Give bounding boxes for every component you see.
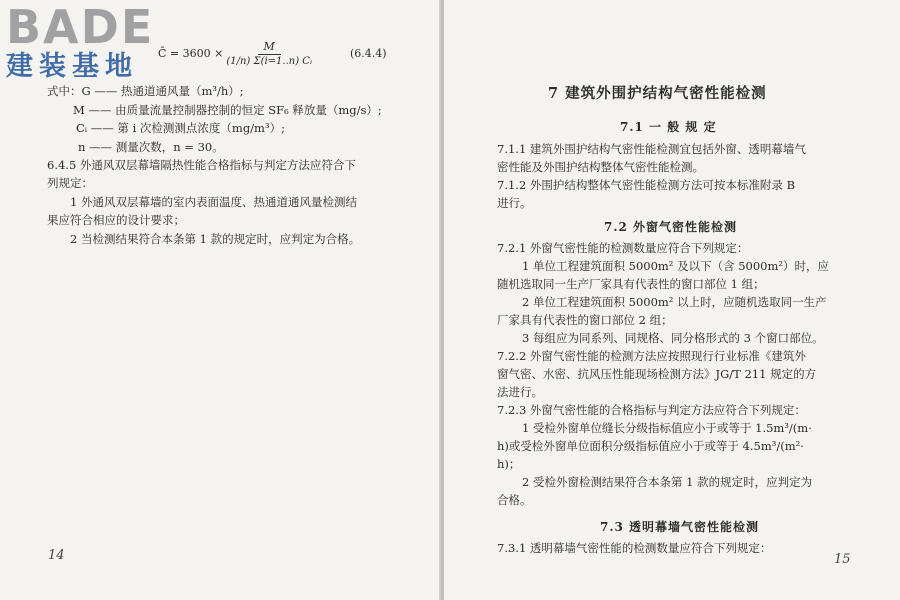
clause-7-1-2: 7.1.2 外围护结构整体气密性能检测方法可按本标准附录 B bbox=[497, 178, 796, 192]
logo-wordmark: BADE bbox=[6, 0, 155, 54]
formula-denominator: (1/n) Σ(i=1..n) Cᵢ bbox=[226, 56, 312, 67]
logo-subtitle: 建装基地 bbox=[6, 51, 138, 82]
text-line: 密性能及外围护结构整体气密性能检测。 bbox=[497, 160, 704, 174]
text-line: h)； bbox=[497, 457, 521, 471]
formula-numerator: M bbox=[258, 40, 281, 55]
clause-7-3-1: 7.3.1 透明幕墙气密性能的检测数量应符合下列规定： bbox=[497, 541, 772, 555]
page-number-right: 15 bbox=[834, 552, 851, 567]
formula-lhs: C̄ = 3600 × bbox=[158, 47, 224, 60]
text-line: 2 单位工程建筑面积 5000m² 以上时，应随机选取同一生产 bbox=[522, 295, 827, 309]
chapter-title: 7 建筑外围护结构气密性能检测 bbox=[548, 85, 767, 102]
bade-logo bbox=[6, 0, 176, 82]
formula-6-4-4 bbox=[158, 40, 315, 67]
text-line: 窗气密、水密、抗风压性能现场检测方法》JG/T 211 规定的方 bbox=[497, 367, 817, 381]
text-line: 1 单位工程建筑面积 5000m² 及以下（含 5000m²）时，应 bbox=[522, 259, 829, 273]
text-line: n —— 测量次数，n = 30。 bbox=[78, 140, 224, 154]
clause-7-2-1: 7.2.1 外窗气密性能的检测数量应符合下列规定： bbox=[497, 241, 749, 255]
text-line: 进行。 bbox=[497, 196, 532, 210]
left-page bbox=[0, 0, 441, 600]
clause-7-1-1: 7.1.1 建筑外围护结构气密性能检测宜包括外窗、透明幕墙气 bbox=[497, 142, 806, 156]
text-line: 1 外通风双层幕墙的室内表面温度、热通道通风量检测结 bbox=[70, 195, 357, 209]
clause-7-2-2: 7.2.2 外窗气密性能的检测方法应按照现行行业标准《建筑外 bbox=[497, 349, 806, 363]
text-line: h)或受检外窗单位面积分级指标值应小于或等于 4.5m³/(m²· bbox=[497, 439, 804, 453]
formula-fraction bbox=[226, 40, 312, 67]
section-title-7-2: 7.2 外窗气密性能检测 bbox=[604, 220, 738, 234]
text-line: 式中：G —— 热通道通风量（m³/h）; bbox=[47, 84, 244, 98]
text-line: Cᵢ —— 第 i 次检测测点浓度（mg/m³）; bbox=[76, 121, 285, 135]
section-title-7-3: 7.3 透明幕墙气密性能检测 bbox=[600, 520, 760, 534]
equation-number: (6.4.4) bbox=[350, 47, 387, 60]
page-number-left: 14 bbox=[48, 548, 65, 563]
text-line: M —— 由质量流量控制器控制的恒定 SF₆ 释放量（mg/s）; bbox=[73, 103, 382, 117]
text-line: 果应符合相应的设计要求； bbox=[47, 213, 185, 227]
text-line: 法进行。 bbox=[497, 385, 543, 399]
clause-6-4-5: 6.4.5 外通风双层幕墙隔热性能合格指标与判定方法应符合下 bbox=[47, 158, 356, 172]
text-line: 合格。 bbox=[497, 493, 532, 507]
section-title-7-1: 7.1 一 般 规 定 bbox=[620, 120, 717, 134]
text-line: 列规定： bbox=[47, 176, 93, 190]
text-line: 1 受检外窗单位缝长分级指标值应小于或等于 1.5m³/(m· bbox=[522, 421, 812, 435]
text-line: 3 每组应为同系列、同规格、同分格形式的 3 个窗口部位。 bbox=[522, 331, 824, 345]
text-line: 随机选取同一生产厂家具有代表性的窗口部位 1 组； bbox=[497, 277, 765, 291]
text-line: 2 受检外窗检测结果符合本条第 1 款的规定时，应判定为 bbox=[522, 475, 813, 489]
text-line: 2 当检测结果符合本条第 1 款的规定时，应判定为合格。 bbox=[70, 232, 361, 246]
clause-7-2-3: 7.2.3 外窗气密性能的合格指标与判定方法应符合下列规定： bbox=[497, 403, 806, 417]
text-line: 厂家具有代表性的窗口部位 2 组； bbox=[497, 313, 673, 327]
